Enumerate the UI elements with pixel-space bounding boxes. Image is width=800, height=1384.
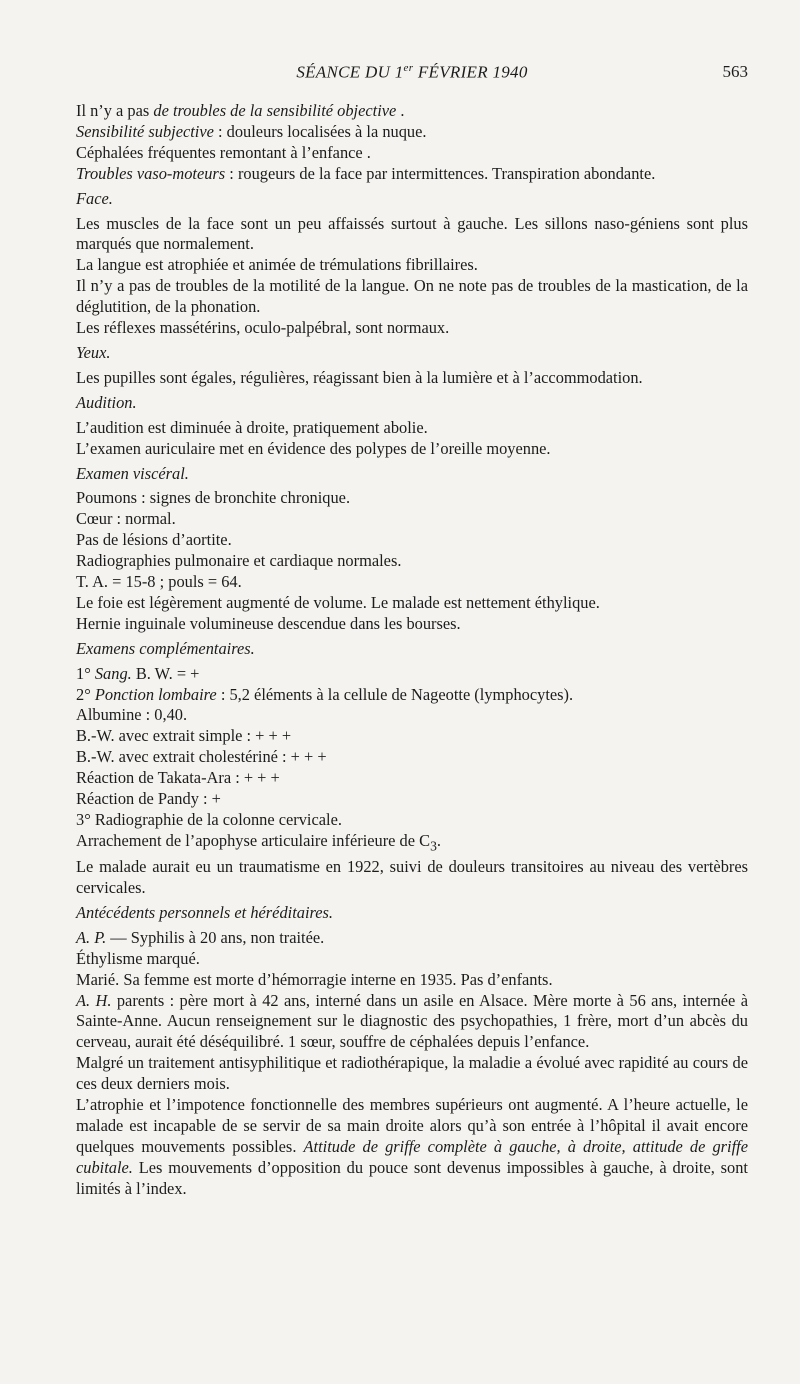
paragraph [76,831,748,857]
subscript: 3 [430,838,437,854]
italic-text: de troubles de la sensibilité objective [153,101,397,120]
italic-text: Ponction lombaire [94,684,217,704]
paragraph [76,318,748,339]
paragraph [76,614,748,635]
paragraph [76,928,748,949]
paragraph [76,572,748,593]
paragraph [76,488,748,509]
text-run: L’atrophie et l’impotence fonctionnelle des membres supérieurs ont augmenté. A l’heure actuelle, le malade est incapable de se servir de sa main droite alors qu’à son entrée à l’hôpital il avait encore quelques mouvements possibles. [76,1095,748,1156]
text-run: L’audition est diminuée à droite, pratiquement abolie. [76,417,428,437]
text-run: Réaction de Takata-Ara : + + + [76,768,280,788]
text-run: : 5,2 éléments à la cellule de Nageotte (lymphocytes). [216,684,574,704]
paragraph [76,143,748,164]
text-run: Il n’y a pas [76,101,154,120]
paragraph [76,857,748,899]
paragraph [76,368,748,389]
paragraph [76,439,748,460]
text-run: Poumons : signes de bronchite chronique. [76,488,351,508]
text-run: Réaction de Pandy : + [76,789,221,809]
text-run: Cœur : normal. [76,509,176,529]
text-run: . [396,101,405,120]
italic-text: Yeux. [76,342,111,362]
paragraph [76,685,748,706]
italic-text: A. H. [76,990,112,1010]
section-heading [76,903,748,924]
italic-text: Attitude de griffe complète à gauche, à droite, attitude de griffe cubitale. [76,1136,748,1177]
paragraph [76,1053,748,1095]
text-run: parents : père mort à 42 ans, interné dans un asile en Alsace. Mère morte à 56 ans, internée à Sainte-Anne. Aucun renseignement sur le diagnostic des psychopathies, 1 frère, mort d’un abcès du cerveau, aurait été déséquilibré. 1 sœur, souffre de céphalées depuis l’enfance. [76,990,748,1052]
italic-text: Sensibilité subjective [76,121,214,141]
italic-text: A. P. [76,927,107,947]
paragraph [76,768,748,789]
paragraph [76,418,748,439]
text-run: . [436,830,441,850]
text-run: Il n’y a pas de troubles de la motilité de la langue. On ne note pas de troubles de la mastication, de la déglutition, de la phonation. [76,276,748,317]
italic-text: Antécédents personnels et héréditaires. [76,902,334,922]
section-heading [76,343,748,364]
paragraph [76,810,748,831]
paragraph [76,509,748,530]
text-run: Malgré un traitement antisyphilitique et radiothérapique, la maladie a évolué avec rapidité au cours de ces deux derniers mois. [76,1053,748,1094]
running-title: SÉANCE DU 1er FÉVRIER 1940 [296,62,528,82]
paragraph [76,1095,748,1200]
paragraph [76,949,748,970]
italic-text: Troubles vaso-moteurs [76,163,226,183]
text-run: Radiographies pulmonaire et cardiaque normales. [76,551,402,571]
text-run: La langue est atrophiée et animée de trémulations fibrillaires. [76,255,478,275]
text-run: 3° Radiographie de la colonne cervicale. [76,810,342,829]
paragraph [76,101,748,122]
text-run: Marié. Sa femme est morte d’hémorragie interne en 1935. Pas d’enfants. [76,969,553,989]
paragraph [76,551,748,572]
paragraph [76,747,748,768]
text-run: Pas de lésions d’aortite. [76,530,232,550]
section-heading [76,639,748,660]
text-run: Les muscles de la face sont un peu affaissés surtout à gauche. Les sillons naso-géniens sont plus marqués que normalement. [76,213,748,254]
text-run: B. W. = + [131,663,200,683]
page-number: 563 [722,62,748,81]
text-run: : douleurs localisées à la nuque. [213,121,427,141]
text-run: 2° [76,684,95,704]
text-run: 1° [76,663,95,683]
text-run: Les pupilles sont égales, régulières, réagissant bien à la lumière et à l’accommodation. [76,367,643,387]
paragraph [76,164,748,185]
paragraph [76,214,748,256]
section-heading [76,464,748,485]
text-run: Le malade aurait eu un traumatisme en 1922, suivi de douleurs transitoires au niveau des vertèbres cervicales. [76,857,748,897]
text-run: — Syphilis à 20 ans, non traitée. [106,927,325,947]
text-run: Arrachement de l’apophyse articulaire inférieure de C [76,830,431,850]
text-run: Les réflexes massétérins, oculo-palpébral, sont normaux. [76,318,450,338]
paragraph [76,593,748,614]
paragraph [76,705,748,726]
text-run: Hernie inguinale volumineuse descendue dans les bourses. [76,613,461,633]
text-run: B.-W. avec extrait cholestériné : + + + [76,747,327,767]
paragraph [76,122,748,143]
paragraph [76,991,748,1054]
running-header [76,62,748,86]
italic-text: Sang. [94,663,132,683]
italic-text: Audition. [76,392,137,412]
paragraph [76,789,748,810]
section-heading [76,189,748,210]
paragraph [76,276,748,318]
text-run: Les mouvements d’opposition du pouce sont devenus impossibles à gauche, à droite, sont limités à l’index. [76,1157,748,1198]
text-run: L’examen auriculaire met en évidence des polypes de l’oreille moyenne. [76,438,551,458]
paragraph [76,530,748,551]
text-run: Le foie est légèrement augmenté de volume. Le malade est nettement éthylique. [76,592,600,612]
paragraph [76,664,748,685]
text-run: Éthylisme marqué. [76,948,200,968]
text-run: B.-W. avec extrait simple : + + + [76,726,292,746]
text-run: Albumine : 0,40. [76,705,188,725]
paragraph [76,970,748,991]
italic-text: Examens complémentaires. [76,638,255,658]
paragraph [76,726,748,747]
section-heading [76,393,748,414]
italic-text: Examen viscéral. [76,463,189,483]
paragraph [76,255,748,276]
text-run: : rougeurs de la face par intermittences. Transpiration abondante. [225,163,656,183]
text-run: Céphalées fréquentes remontant à l’enfance . [76,142,371,162]
article-body [76,101,748,1200]
text-run: T. A. = 15-8 ; pouls = 64. [76,572,242,592]
italic-text: Face. [76,188,113,208]
